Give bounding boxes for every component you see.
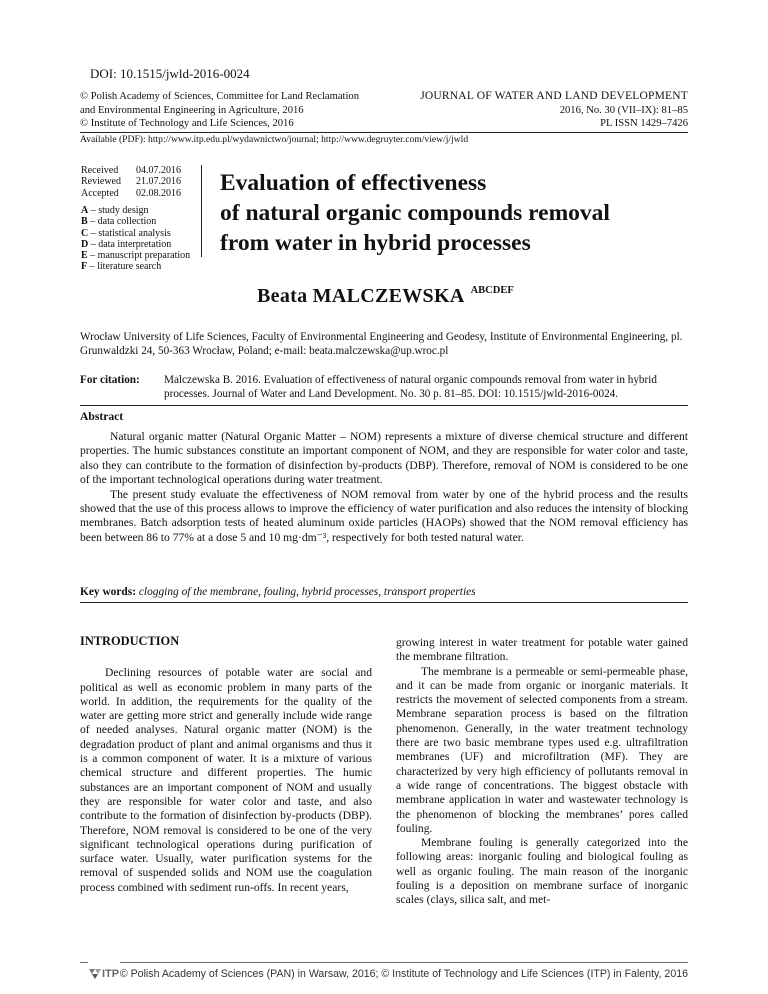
copyright-line: © Institute of Technology and Life Sciences, 2016 <box>80 118 294 130</box>
body-paragraph: Declining resources of potable water are social and political as well as economic problem in many parts of the world. In addition, the requirements for the quality of the water are getting more strict and generally include wide range of needed analyses. Natural organic matter (NOM) is the degradation product of plant and animal organisms and thus it is a common component of water. It is a mixture of various chemical structure and different properties. The humic substances are an important component of NOM and usually they are responsible for water color and taste, and also contribute to the formation of disinfection by-products (DBP). Therefore, NOM removal is considered to be one of the very significant technological operations during purification of surface water. Usually, water purification systems for the removal of suspended solids and NOM use the coagulation process combined with sediment run-offs. In recent years, <box>80 666 372 894</box>
date-label: Received <box>81 165 119 176</box>
date-label: Reviewed <box>81 176 121 188</box>
date-label: Accepted <box>81 187 119 199</box>
author: Beata MALCZEWSKA $^{ABCDEF}$ <box>257 285 514 307</box>
body-paragraph-continued: growing interest in water treatment for potable water gained the membrane filtration. <box>396 636 688 664</box>
body-paragraph: The membrane is a permeable or semi-permeable phase, and it can be made from organic or inorganic materials. It restricts the movement of selected components from a stream. Membrane separation process is based on the filtration phenomenon. Generally, in the water treatment technology there are two basic membrane types used e.g. ultrafiltration membranes (UF) and microfiltration (MF). They are characterized by very high efficiency of pollutants removal in a wide range of concentrations. The biggest obstacle with membrane application in water and wastewater technology is the phenomenon of blocking the membranes’ pores called fouling. <box>396 664 688 835</box>
date-value: 04.07.2016 <box>136 165 181 176</box>
date-row <box>81 176 181 187</box>
author-roles: ABCDEF <box>470 285 514 296</box>
role-row: A – study design <box>81 205 149 216</box>
abstract-body <box>80 430 688 545</box>
itp-logo: ITP <box>88 962 120 986</box>
section-heading: INTRODUCTION <box>80 634 180 648</box>
abstract-paragraph: Natural organic matter (Natural Organic Matter – NOM) represents a mixture of diverse chemical structure and different properties. The humic substances constitute an important component of NOM, and they are responsible for water color and taste, also they can contribute to the formation of disinfection by-products (DBP). Therefore, removal of NOM is considered to be one of the important technological operations during water treatment. <box>80 430 688 487</box>
column-left <box>80 634 372 895</box>
abstract-heading: Abstract <box>80 410 124 423</box>
dates-block <box>81 165 181 199</box>
date-row <box>81 188 181 199</box>
date-value: 21.07.2016 <box>136 176 181 188</box>
date-row <box>81 165 181 176</box>
journal-issn: PL ISSN 1429–7426 <box>600 118 688 130</box>
copyright-block <box>80 90 410 131</box>
citation-label: For citation: <box>80 374 140 386</box>
role-row: B – data collection <box>81 216 157 228</box>
footer-rule <box>80 962 688 963</box>
citation-block <box>80 374 688 401</box>
role-row: C – statistical analysis <box>81 227 171 239</box>
availability-line[interactable]: Available (PDF): http://www.itp.edu.pl/wydawnictwo/journal; http://www.degruyter.com/view/j/jwld <box>80 132 688 145</box>
doi: DOI: 10.1515/jwld-2016-0024 <box>90 66 250 81</box>
journal-issue: 2016, No. 30 (VII–IX): 81–85 <box>559 104 688 116</box>
footer-text: © Polish Academy of Sciences (PAN) in Warsaw, 2016; © Institute of Technology and Life Sciences (ITP) in Falenty, 2016 <box>119 968 688 980</box>
keywords-text: clogging of the membrane, fouling, hybrid processes, transport properties <box>138 586 476 598</box>
copyright-line: © Polish Academy of Sciences, Committee for Land Reclamation <box>80 91 360 102</box>
journal-name: JOURNAL OF WATER AND LAND DEVELOPMENT <box>420 90 688 102</box>
role-row: E – manuscript preparation <box>81 250 191 262</box>
divider <box>80 405 688 406</box>
column-right <box>396 636 688 908</box>
divider <box>80 602 688 603</box>
affiliation: Wrocław University of Life Sciences, Faculty of Environmental Engineering and Geodesy, Institute of Environmental Engineering, pl. Grunwaldzki 24, 50-363 Wrocław, Poland; e-mail: beata.malczewska@up.wroc.pl <box>80 331 683 357</box>
itp-logo-icon <box>88 967 102 981</box>
role-row: F – literature search <box>81 261 162 273</box>
role-row: D – data interpretation <box>81 238 172 250</box>
journal-block <box>368 90 688 131</box>
keywords-label: Key words: <box>80 586 136 598</box>
divider <box>201 165 202 257</box>
citation-text: Malczewska B. 2016. Evaluation of effectiveness of natural organic compounds removal from water in hybrid processes. Journal of Water and Land Development. No. 30 p. 81–85. DOI: 10.1515/jwld-2016-0024. <box>164 374 657 400</box>
body-paragraph: Membrane fouling is generally categorized into the following areas: inorganic fouling and biological fouling as well as organic fouling. The main reason of the inorganic fouling is a deposition on membrane surface of inorganic scales (clays, silica salt, and met- <box>396 836 688 907</box>
paper-title: Evaluation of effectiveness of natural organic compounds removal from water in hybrid processes <box>220 170 610 256</box>
copyright-line: and Environmental Engineering in Agriculture, 2016 <box>80 104 304 116</box>
date-value: 02.08.2016 <box>136 187 181 199</box>
keywords <box>80 586 688 598</box>
abstract-paragraph: The present study evaluate the effectiveness of NOM removal from water by one of the hybrid process and the results showed that the use of this process allows to improve the efficiency of water purification and also reduces the intensity of blocking membranes. Batch adsorption tests of heated aluminum oxide particles (HAOPs) showed that the NOM removal efficiency has been between 86 to 77% at a dose 5 and 10 mg·dm⁻³, respectively for both tested natural water. <box>80 487 688 544</box>
author-roles-legend <box>81 205 190 273</box>
